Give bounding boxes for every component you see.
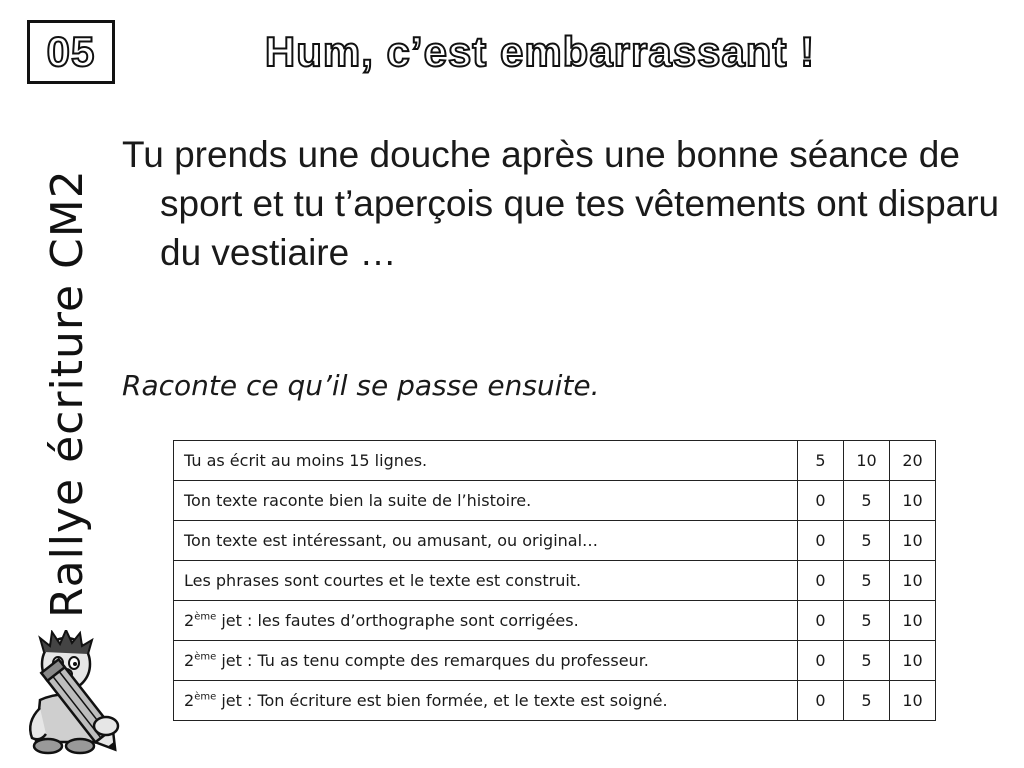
rubric-points-high: 10 — [890, 481, 936, 521]
rubric-points-high: 20 — [890, 441, 936, 481]
rubric-points-mid: 5 — [844, 641, 890, 681]
rubric-row — [174, 561, 936, 601]
slide-number: 05 — [27, 20, 115, 84]
rubric-points-mid: 10 — [844, 441, 890, 481]
rubric-points-low: 5 — [798, 441, 844, 481]
rubric-points-mid: 5 — [844, 481, 890, 521]
rubric-points-high: 10 — [890, 681, 936, 721]
rubric-row — [174, 681, 936, 721]
rubric-row — [174, 481, 936, 521]
rubric-criterion: 2ème jet : Tu as tenu compte des remarques du professeur. — [174, 641, 798, 681]
rubric-points-mid: 5 — [844, 561, 890, 601]
rubric-row — [174, 601, 936, 641]
rubric-criterion: 2ème jet : les fautes d’orthographe sont corrigées. — [174, 601, 798, 641]
rubric-points-mid: 5 — [844, 601, 890, 641]
prompt-text: Tu prends une douche après une bonne séance de sport et tu t’aperçois que tes vêtements ont disparu du vestiaire … — [122, 134, 1000, 273]
rubric-criterion: Tu as écrit au moins 15 lignes. — [174, 441, 798, 481]
rubric-row — [174, 441, 936, 481]
rubric-points-low: 0 — [798, 481, 844, 521]
rubric-points-mid: 5 — [844, 681, 890, 721]
rubric-row — [174, 521, 936, 561]
rubric-points-high: 10 — [890, 641, 936, 681]
rubric-points-high: 10 — [890, 601, 936, 641]
rubric-points-high: 10 — [890, 561, 936, 601]
rubric-table — [173, 440, 936, 721]
pencil-character-icon — [18, 630, 136, 758]
slide-title: Hum, c’est embarrassant ! — [264, 28, 816, 75]
rubric-points-low: 0 — [798, 601, 844, 641]
side-label: Rallye écriture CM2 — [42, 169, 93, 618]
instruction-text: Raconte ce qu’il se passe ensuite. — [122, 369, 600, 402]
rubric-criterion: 2ème jet : Ton écriture est bien formée, et le texte est soigné. — [174, 681, 798, 721]
rubric-criterion: Les phrases sont courtes et le texte est construit. — [174, 561, 798, 601]
rubric-points-low: 0 — [798, 681, 844, 721]
rubric-criterion: Ton texte raconte bien la suite de l’histoire. — [174, 481, 798, 521]
rubric-row — [174, 641, 936, 681]
rubric-criterion: Ton texte est intéressant, ou amusant, ou original… — [174, 521, 798, 561]
rubric-points-mid: 5 — [844, 521, 890, 561]
rubric-points-high: 10 — [890, 521, 936, 561]
rubric-points-low: 0 — [798, 521, 844, 561]
rubric-points-low: 0 — [798, 641, 844, 681]
rubric-points-low: 0 — [798, 561, 844, 601]
